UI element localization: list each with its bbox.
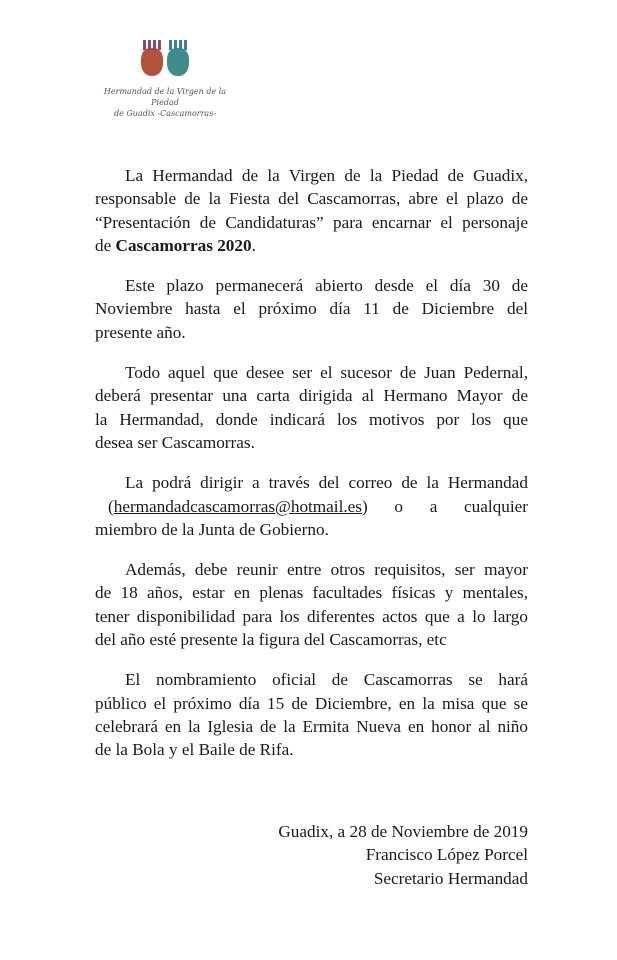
paragraph-1: La Hermandad de la Virgen de la Piedad de Guadix, responsable de la Fiesta del Cascamorras, abre el plazo de “Presentación de Candidaturas” para encarnar el personaje de Cascamorras 2020. (95, 166, 528, 255)
place-date: Guadix, a 28 de Noviembre de 2019 (278, 822, 528, 841)
teal-hand-icon (167, 48, 189, 76)
hands-emblem (90, 48, 240, 76)
paragraph-5: Además, debe reunir entre otros requisitos, ser mayor de 18 años, estar en plenas facultades físicas y mentales, tener disponibilidad para los diferentes actos que a lo largo del año esté presente la figura del Cascamorras, etc (95, 560, 528, 650)
paragraph-2: Este plazo permanecerá abierto desde el día 30 de Noviembre hasta el próximo día 11 de Diciembre del presente año. (95, 276, 528, 342)
paragraph-3: Todo aquel que desee ser el sucesor de Juan Pedernal, deberá presentar una carta dirigida al Hermano Mayor de la Hermandad, donde indicará los motivos por los que desea ser Cascamorras. (95, 363, 528, 452)
letter-body (95, 164, 528, 779)
candidacy-title: Cascamorras 2020 (115, 235, 252, 255)
signer-role: Secretario Hermandad (373, 868, 528, 888)
red-hand-icon (141, 48, 163, 76)
paragraph-4: La podrá dirigir a través del correo de la Hermandad (hermandadcascamorras@hotmail.es) o a cualquier miembro de la Junta de Gobierno. (95, 473, 528, 539)
signature-block (278, 820, 528, 890)
logo-text: Hermandad de la Virgen de la Piedad de Guadix -Cascamorras- (103, 87, 227, 118)
email-link[interactable]: hermandadcascamorras@hotmail.es (113, 496, 362, 516)
brotherhood-logo (90, 48, 240, 119)
paragraph-6: El nombramiento oficial de Cascamorras se hará público el próximo día 15 de Diciembre, en la misa que se celebrará en la Iglesia de la Ermita Nueva en honor al niño de la Bola y el Baile de Rifa. (95, 670, 528, 760)
signer-name: Francisco López Porcel (365, 845, 528, 865)
